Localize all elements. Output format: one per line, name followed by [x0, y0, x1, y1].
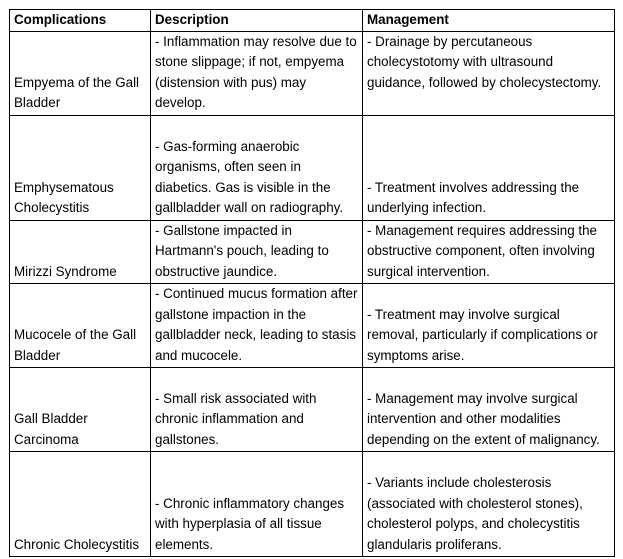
- table-row: [10, 452, 615, 557]
- table-row: [10, 115, 615, 220]
- description-cell: - Gallstone impacted in Hartmann's pouch, leading to obstructive jaundice.: [151, 220, 363, 284]
- management-cell: - Variants include cholesterosis (associated with cholesterol stones), cholesterol polyps, and cholecystitis glandularis proliferans.: [363, 452, 615, 557]
- complication-cell: Empyema of the Gall Bladder: [10, 31, 151, 115]
- management-cell: - Drainage by percutaneous cholecystotomy with ultrasound guidance, followed by cholecystectomy.: [363, 31, 615, 115]
- column-header-management: Management: [363, 10, 615, 32]
- table-row: [10, 368, 615, 452]
- description-cell: - Gas-forming anaerobic organisms, often seen in diabetics. Gas is visible in the gallbladder wall on radiography.: [151, 115, 363, 220]
- description-cell: - Inflammation may resolve due to stone slippage; if not, empyema (distension with pus) may develop.: [151, 31, 363, 115]
- complication-cell: Gall Bladder Carcinoma: [10, 368, 151, 452]
- description-cell: - Small risk associated with chronic inflammation and gallstones.: [151, 368, 363, 452]
- column-header-complications: Complications: [10, 10, 151, 32]
- description-cell: - Continued mucus formation after gallstone impaction in the gallbladder neck, leading to stasis and mucocele.: [151, 284, 363, 368]
- complication-cell: Emphysematous Cholecystitis: [10, 115, 151, 220]
- table-header-row: [10, 10, 615, 32]
- management-cell: - Treatment involves addressing the underlying infection.: [363, 115, 615, 220]
- complication-cell: Mirizzi Syndrome: [10, 220, 151, 284]
- table-row: [10, 31, 615, 115]
- table-row: [10, 284, 615, 368]
- table-row: [10, 220, 615, 284]
- complication-cell: Chronic Cholecystitis: [10, 452, 151, 557]
- complication-cell: Mucocele of the Gall Bladder: [10, 284, 151, 368]
- management-cell: - Treatment may involve surgical removal, particularly if complications or symptoms arise.: [363, 284, 615, 368]
- management-cell: - Management may involve surgical intervention and other modalities depending on the extent of malignancy.: [363, 368, 615, 452]
- management-cell: - Management requires addressing the obstructive component, often involving surgical intervention.: [363, 220, 615, 284]
- column-header-description: Description: [151, 10, 363, 32]
- description-cell: - Chronic inflammatory changes with hyperplasia of all tissue elements.: [151, 452, 363, 557]
- complications-table: [9, 9, 615, 557]
